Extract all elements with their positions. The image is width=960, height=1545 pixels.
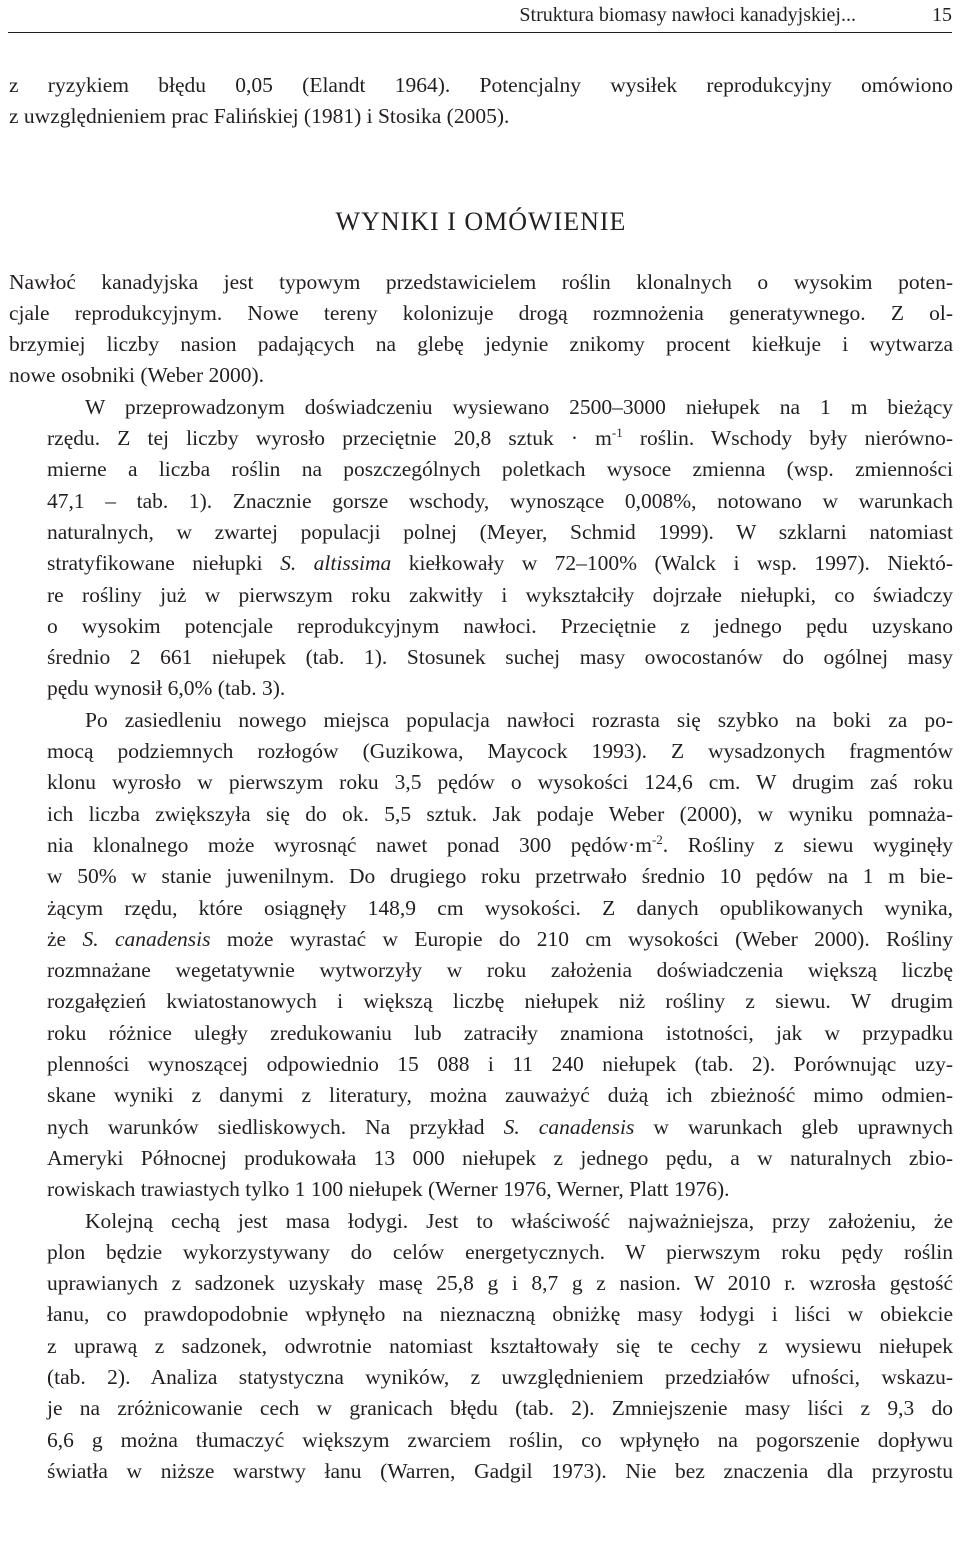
text-line: Po zasiedleniu nowego miejsca populacja nawłoci rozrasta się szybko na boki za po- (85, 707, 953, 732)
text-line: skane wyniki z danymi z literatury, można zauważyć dużą ich zbieżność mimo odmien- (47, 1083, 953, 1108)
text-line: (tab. 2). Analiza statystyczna wyników, z uwzględnieniem przedziałów ufności, wskazu- (47, 1364, 953, 1389)
species-name: S. canadensis (503, 1114, 635, 1139)
text-line: pędu wynosił 6,0% (tab. 3). (47, 676, 286, 701)
text-line: plon będzie wykorzystywany do celów energetycznych. W pierwszym roku pędy roślin (47, 1239, 953, 1264)
text-line: Kolejną cechą jest masa łodygi. Jest to właściwość najważniejsza, przy założeniu, że (85, 1208, 953, 1233)
text-line: 47,1 – tab. 1). Znacznie gorsze wschody, wynoszące 0,008%, notowano w warunkach (47, 488, 953, 513)
text-line (9, 830, 953, 861)
running-header (8, 0, 952, 30)
body-text (9, 70, 953, 1487)
text-line: z uwzględnieniem prac Falińskiej (1981) i Stosika (2005). (9, 104, 510, 129)
running-header-title: Struktura biomasy nawłoci kanadyjskiej... (519, 3, 856, 26)
text-segment: stratyfikowane niełupki (47, 551, 281, 576)
superscript: -2 (651, 831, 663, 847)
text-line: 6,6 g można tłumaczyć większym zwarciem roślin, co wpłynęło na pogorszenie dopływu (47, 1427, 953, 1452)
text-segment: . Rośliny z siewu wyginęły (662, 832, 954, 857)
text-line: je na zróżnicowanie cech w granicach błędu (tab. 2). Zmniejszenie masy liści z 9,3 do (47, 1396, 953, 1421)
text-line: mierne a liczba roślin na poszczególnych poletkach wysoce zmienna (wsp. zmienności (47, 457, 953, 482)
section-heading: WYNIKI I OMÓWIENIE (335, 206, 627, 236)
text-line: re rośliny już w pierwszym roku zakwitły i wykształciły dojrzałe niełupki, co świadczy (47, 582, 953, 607)
text-line: mocą podziemnych rozłogów (Guzikowa, Maycock 1993). Z wysadzonych fragmentów (47, 739, 953, 764)
text-line (9, 1112, 953, 1143)
text-line: klonu wyrosło w pierwszym roku 3,5 pędów o wysokości 124,6 cm. W drugim zaś roku (47, 770, 953, 795)
text-segment: nych warunków siedliskowych. Na przykład (47, 1114, 504, 1139)
text-line: rozgałęzień kwiatostanowych i większą liczbę niełupek niż rośliny z siewu. W drugim (47, 989, 953, 1014)
text-line (9, 924, 953, 955)
intro-paragraph (9, 70, 953, 133)
species-name: S. canadensis (82, 926, 211, 951)
superscript: -1 (611, 425, 623, 441)
text-line: z uprawą z sadzonek, odwrotnie natomiast kształtowały się te cechy z wysiewu niełupek (47, 1333, 953, 1358)
text-line: rozmnażane wegetatywnie wytworzyły w roku założenia doświadczenia większą liczbę (47, 958, 953, 983)
text-line: o wysokim potencjale reprodukcyjnym nawłoci. Przeciętnie z jednego pędu uzyskano (47, 613, 953, 638)
text-line: żącym rzędu, które osiągnęły 148,9 cm wysokości. Z danych opublikowanych wynika, (47, 895, 953, 920)
paragraph-1 (9, 267, 953, 392)
text-segment: roślin. Wschody były nierówno- (622, 426, 953, 451)
text-line: z ryzykiem błędu 0,05 (Elandt 1964). Potencjalny wysiłek reprodukcyjny omówiono (9, 73, 953, 97)
text-segment: rzędu. Z tej liczby wyrosło przeciętnie 20,8 sztuk · m (47, 426, 612, 451)
paragraph-4 (9, 1206, 953, 1488)
text-segment: kiełkowały w 72–100% (Walck i wsp. 1997). Niektó- (391, 551, 953, 576)
header-rule (8, 32, 952, 33)
text-segment: nia klonalnego może wyrosnąć nawet ponad 300 pędów·m (47, 832, 652, 857)
text-line: W przeprowadzonym doświadczeniu wysiewano 2500–3000 niełupek na 1 m bieżący (85, 394, 953, 419)
text-line: plenności wynoszącej odpowiednio 15 088 i 11 240 niełupek (tab. 2). Porównując uzy- (47, 1052, 953, 1077)
paragraph-2 (9, 392, 953, 705)
text-line: Nawłoć kanadyjska jest typowym przedstawicielem roślin klonalnych o wysokim poten- (9, 269, 953, 294)
text-line: brzymiej liczby nasion padających na glebę jedynie znikomy procent kiełkuje i wytwarza (9, 332, 953, 357)
text-line: łanu, co prawdopodobnie wpłynęło na nieznaczną obniżkę masy łodygi i liści w obiekcie (47, 1302, 953, 1327)
paragraph-3 (9, 705, 953, 1206)
text-line: ich liczba zwiększyła się do ok. 5,5 sztuk. Jak podaje Weber (2000), w wyniku pomnaża- (47, 801, 953, 826)
species-name: S. altissima (280, 551, 392, 576)
text-line: średnio 2 661 niełupek (tab. 1). Stosunek suchej masy owocostanów do ogólnej masy (47, 645, 953, 670)
text-segment: że (47, 926, 83, 951)
text-line: uprawianych z sadzonek uzyskały masę 25,8 g i 8,7 g z nasion. W 2010 r. wzrosła gęstość (47, 1271, 953, 1296)
text-line: rowiskach trawiastych tylko 1 100 niełupek (Werner 1976, Werner, Platt 1976). (47, 1177, 730, 1202)
text-line: Ameryki Północnej produkowała 13 000 niełupek z jednego pędu, a w naturalnych zbio- (47, 1145, 953, 1170)
text-line: roku różnice uległy zredukowaniu lub zatraciły znamiona istotności, jak w przypadku (47, 1020, 953, 1045)
text-line: naturalnych, w zwartej populacji polnej (Meyer, Schmid 1999). W szklarni natomiast (47, 519, 953, 544)
text-segment: w warunkach gleb uprawnych (634, 1114, 954, 1139)
text-line (9, 423, 953, 454)
text-line: cjale reprodukcyjnym. Nowe tereny kolonizuje drogą rozmnożenia generatywnego. Z ol- (9, 300, 953, 325)
text-line: nowe osobniki (Weber 2000). (9, 363, 265, 388)
text-line: światła w niższe warstwy łanu (Warren, Gadgil 1973). Nie bez znaczenia dla przyrostu (47, 1458, 953, 1483)
text-segment: może wyrastać w Europie do 210 cm wysokości (Weber 2000). Rośliny (210, 926, 953, 951)
text-line (9, 548, 953, 579)
page-number: 15 (932, 3, 952, 26)
text-line: w 50% w stanie juwenilnym. Do drugiego roku przetrwało średnio 10 pędów na 1 m bie- (47, 864, 953, 889)
